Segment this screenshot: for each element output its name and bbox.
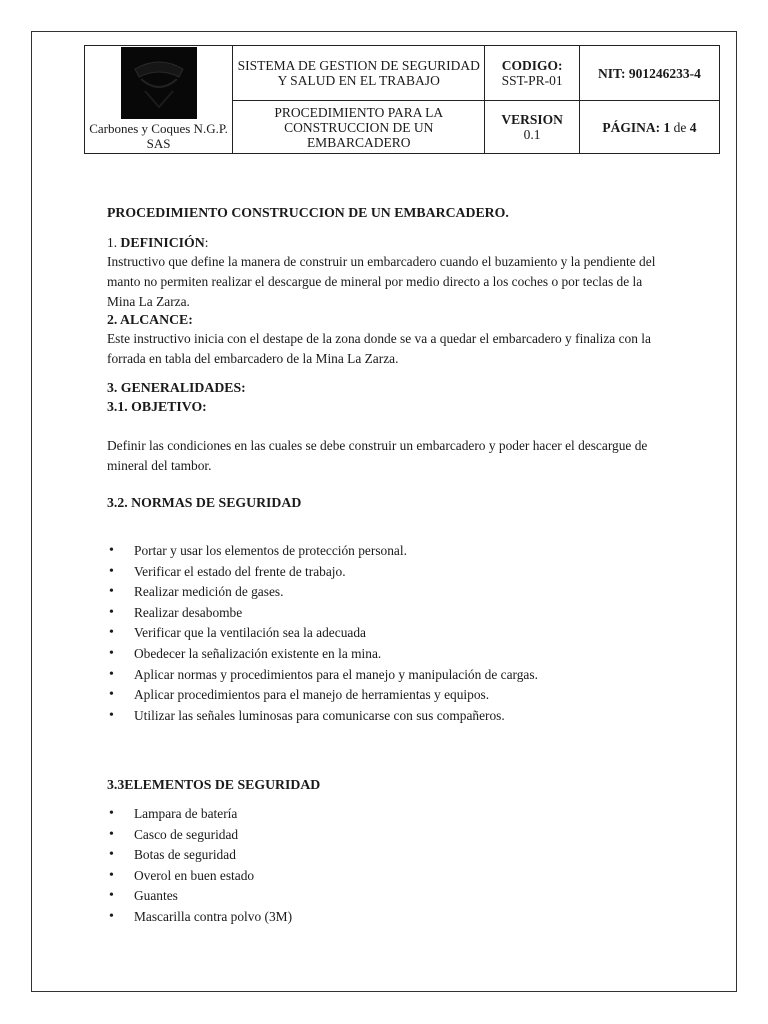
definition-heading-line xyxy=(107,233,667,253)
elements-heading: 3.3ELEMENTOS DE SEGURIDAD xyxy=(107,777,321,792)
nit: NIT: 901246233-4 xyxy=(579,46,719,101)
list-item: • Lampara de batería xyxy=(107,804,292,825)
list-item: • Botas de seguridad xyxy=(107,845,292,866)
logo-cell xyxy=(85,46,233,154)
list-item: • Realizar desabombe xyxy=(107,603,538,624)
company-logo xyxy=(121,47,197,119)
company-name: Carbones y Coques N.G.P. SAS xyxy=(89,121,228,151)
version-cell xyxy=(485,101,580,154)
elements-list xyxy=(107,804,292,928)
objective-text: Definir las condiciones en las cuales se debe construir un embarcadero y poder hacer el descargue de mineral del tambor. xyxy=(107,438,648,473)
list-item: • Obedecer la señalización existente en la mina. xyxy=(107,644,538,665)
list-item: • Realizar medición de gases. xyxy=(107,582,538,603)
document-header-table xyxy=(84,45,720,154)
list-item: • Overol en buen estado xyxy=(107,866,292,887)
code-cell xyxy=(485,46,580,101)
page-of: de xyxy=(673,119,687,135)
scope-text: Este instructivo inicia con el destape de la zona donde se va a quedar el embarcadero y finaliza con la forrada en tabla del embarcadero de la Mina La Zarza. xyxy=(107,331,651,366)
system-title: SISTEMA DE GESTION DE SEGURIDAD Y SALUD EN EL TRABAJO xyxy=(233,46,485,101)
general-heading: 3. GENERALIDADES: xyxy=(107,380,246,395)
definition-number: 1. xyxy=(107,235,118,250)
list-item: • Guantes xyxy=(107,886,292,907)
norms-heading: 3.2. NORMAS DE SEGURIDAD xyxy=(107,495,302,510)
page-total: 4 xyxy=(689,119,697,135)
document-title: PROCEDIMIENTO CONSTRUCCION DE UN EMBARCADERO. xyxy=(107,205,509,220)
objective-heading: 3.1. OBJETIVO: xyxy=(107,399,207,414)
page-label: PÁGINA: xyxy=(602,119,661,135)
list-item: • Aplicar procedimientos para el manejo de herramientas y equipos. xyxy=(107,685,538,706)
list-item: • Mascarilla contra polvo (3M) xyxy=(107,907,292,928)
list-item: • Utilizar las señales luminosas para comunicarse con sus compañeros. xyxy=(107,706,538,727)
definition-colon: : xyxy=(204,235,209,250)
norms-list xyxy=(107,541,538,726)
list-item: • Casco de seguridad xyxy=(107,825,292,846)
scope-heading: 2. ALCANCE: xyxy=(107,312,193,327)
code-value: SST-PR-01 xyxy=(501,73,563,88)
list-item: • Verificar que la ventilación sea la adecuada xyxy=(107,623,538,644)
page-current: 1 xyxy=(663,119,671,135)
procedure-title: PROCEDIMIENTO PARA LA CONSTRUCCION DE UN EMBARCADERO xyxy=(233,101,485,154)
code-label: CODIGO: xyxy=(501,58,563,73)
definition-heading: DEFINICIÓN xyxy=(120,235,205,250)
page-cell xyxy=(579,101,719,154)
definition-text: Instructivo que define la manera de construir un embarcadero cuando el buzamiento y la pendiente del manto no permiten realizar el descargue de mineral por medio directo a los coches o por teclas de la Mina La Zarza. xyxy=(107,254,656,309)
list-item: • Verificar el estado del frente de trabajo. xyxy=(107,562,538,583)
version-label: VERSION xyxy=(501,112,563,127)
list-item: • Aplicar normas y procedimientos para el manejo y manipulación de cargas. xyxy=(107,665,538,686)
version-value: 0.1 xyxy=(523,127,541,142)
list-item: • Portar y usar los elementos de protección personal. xyxy=(107,541,538,562)
